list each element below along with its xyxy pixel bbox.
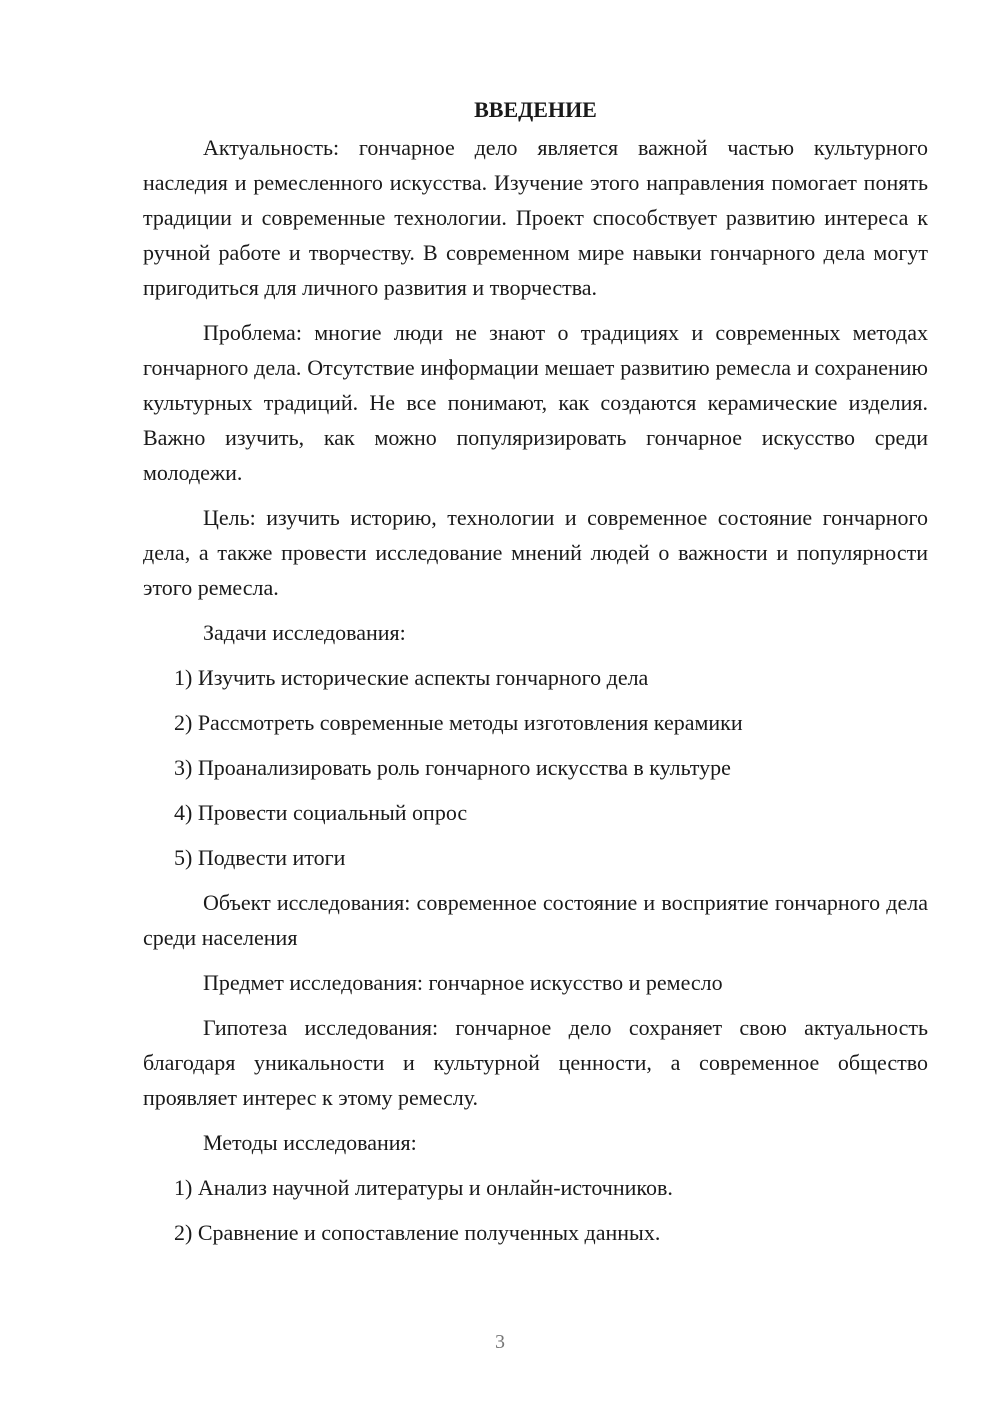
tasks-heading: Задачи исследования:: [203, 620, 406, 645]
document-page: [143, 92, 928, 1260]
task-item: 1) Изучить исторические аспекты гончарного дела: [174, 665, 649, 690]
hypothesis-paragraph: Гипотеза исследования: гончарное дело сохраняет свою актуальность благодаря уникальности и культурной ценности, а современное общество проявляет интерес к этому ремеслу.: [143, 1015, 928, 1110]
object-paragraph: Объект исследования: современное состояние и восприятие гончарного дела среди населения: [143, 890, 928, 950]
section-title: ВВЕДЕНИЕ: [474, 97, 597, 122]
page-number: 3: [495, 1331, 505, 1353]
task-item: 2) Рассмотреть современные методы изготовления керамики: [174, 710, 743, 735]
method-item: 2) Сравнение и сопоставление полученных данных.: [174, 1220, 661, 1245]
task-item: 5) Подвести итоги: [174, 845, 346, 870]
method-item: 1) Анализ научной литературы и онлайн-источников.: [174, 1175, 673, 1200]
relevance-paragraph: Актуальность: гончарное дело является важной частью культурного наследия и ремесленного искусства. Изучение этого направления помогает понять традиции и современные технологии. Проект способствует развитию интереса к ручной работе и творчеству. В современном мире навыки гончарного дела могут пригодиться для личного развития и творчества.: [143, 135, 928, 300]
methods-heading: Методы исследования:: [203, 1130, 417, 1155]
problem-paragraph: Проблема: многие люди не знают о традициях и современных методах гончарного дела. Отсутствие информации мешает развитию ремесла и сохранению культурных традиций. Не все понимают, как создаются керамические изделия. Важно изучить, как можно популяризировать гончарное искусство среди молодежи.: [143, 320, 928, 485]
task-item: 3) Проанализировать роль гончарного искусства в культуре: [174, 755, 731, 780]
goal-paragraph: Цель: изучить историю, технологии и современное состояние гончарного дела, а также провести исследование мнений людей о важности и популярности этого ремесла.: [143, 505, 928, 600]
task-item: 4) Провести социальный опрос: [174, 800, 468, 825]
subject-paragraph: Предмет исследования: гончарное искусство и ремесло: [203, 970, 723, 995]
